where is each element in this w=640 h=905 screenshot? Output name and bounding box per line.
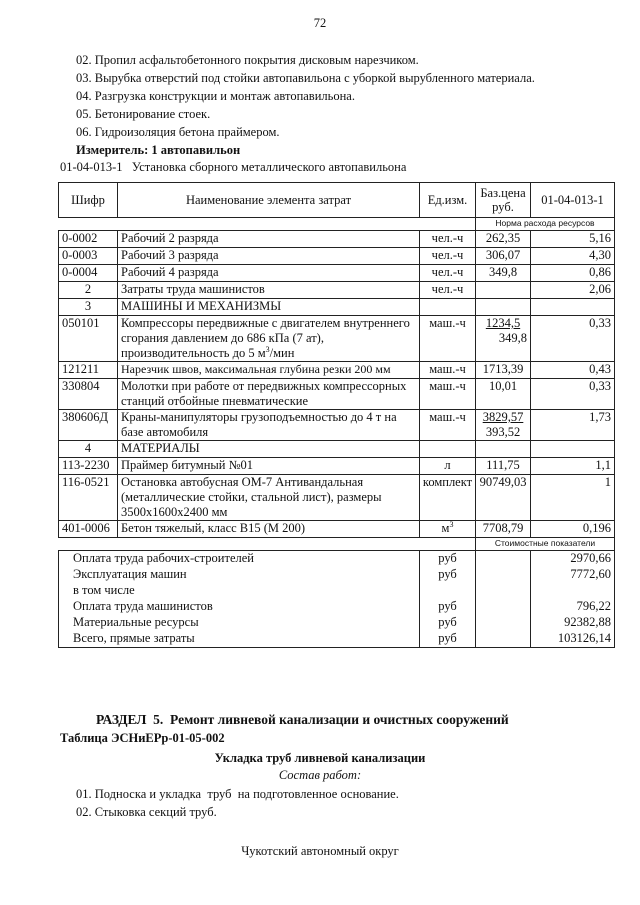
- section-code: 4: [59, 441, 118, 458]
- total-unit: руб: [420, 551, 476, 568]
- total-row: [59, 599, 615, 615]
- row-price: 349,8: [476, 265, 531, 282]
- total-unit: руб: [420, 567, 476, 583]
- row-code: 380606Д: [59, 410, 118, 441]
- row-unit: чел.-ч: [420, 231, 476, 248]
- section-title: МАШИНЫ И МЕХАНИЗМЫ: [118, 299, 420, 316]
- total-value: 103126,14: [531, 631, 615, 648]
- table-row: [59, 282, 615, 299]
- row-norm: 0,33: [531, 316, 615, 362]
- col-name-header: Наименование элемента затрат: [118, 183, 420, 218]
- total-value: 7772,60: [531, 567, 615, 583]
- row-price: 1234,5 349,8: [476, 316, 531, 362]
- row-code: 2: [59, 282, 118, 299]
- composition-label: Состав работ:: [278, 768, 362, 782]
- row-name: Остановка автобусная ОМ-7 Антивандальная (металлические стойки, стальной лист), размеры 3500х1600х2400 мм: [118, 475, 420, 521]
- table-header-row: [59, 183, 615, 218]
- row-name: Краны-манипуляторы грузоподъемностью до 4 т на базе автомобиля: [118, 410, 420, 441]
- row-name: Затраты труда машинистов: [118, 282, 420, 299]
- table-row: [59, 521, 615, 538]
- row-name: Рабочий 4 разряда: [118, 265, 420, 282]
- work-item: 01. Подноска и укладка труб на подготовленное основание.: [76, 787, 399, 801]
- row-price: 10,01: [476, 379, 531, 410]
- row-code: 0-0003: [59, 248, 118, 265]
- row-code: 0-0002: [59, 231, 118, 248]
- row-norm: 1,1: [531, 458, 615, 475]
- row-norm: 1: [531, 475, 615, 521]
- col-norm-header: 01-04-013-1: [531, 183, 615, 218]
- cost-subheader: Стоимостные показатели: [476, 538, 615, 551]
- total-label: Оплата труда машинистов: [59, 599, 420, 615]
- row-norm: 2,06: [531, 282, 615, 299]
- row-norm: 0,33: [531, 379, 615, 410]
- work-item: 04. Разгрузка конструкции и монтаж автопавильона.: [76, 89, 355, 103]
- total-row: [59, 551, 615, 568]
- row-norm: 1,73: [531, 410, 615, 441]
- section-title: МАТЕРИАЛЫ: [118, 441, 420, 458]
- col-price-header: Баз.цена руб.: [476, 183, 531, 218]
- row-price: 262,35: [476, 231, 531, 248]
- row-name: Рабочий 3 разряда: [118, 248, 420, 265]
- row-unit: маш.-ч: [420, 362, 476, 379]
- row-code: 330804: [59, 379, 118, 410]
- row-norm: 5,16: [531, 231, 615, 248]
- total-label: Оплата труда рабочих-строителей: [59, 551, 420, 568]
- total-row: [59, 567, 615, 583]
- norm-subheader-row: [59, 218, 615, 231]
- row-norm: 4,30: [531, 248, 615, 265]
- work-item: 02. Стыковка секций труб.: [76, 805, 217, 819]
- total-label: Материальные ресурсы: [59, 615, 420, 631]
- table-row: [59, 231, 615, 248]
- table-row: [59, 316, 615, 362]
- row-price: 7708,79: [476, 521, 531, 538]
- row-code: 113-2230: [59, 458, 118, 475]
- total-label: Всего, прямые затраты: [59, 631, 420, 648]
- work-item: 02. Пропил асфальтобетонного покрытия дисковым нарезчиком.: [76, 53, 419, 67]
- col-unit-header: Ед.изм.: [420, 183, 476, 218]
- work-item: 06. Гидроизоляция бетона праймером.: [76, 125, 280, 139]
- row-code: 0-0004: [59, 265, 118, 282]
- row-code: 401-0006: [59, 521, 118, 538]
- row-name: Рабочий 2 разряда: [118, 231, 420, 248]
- section-row: [59, 441, 615, 458]
- total-row: [59, 583, 615, 599]
- total-label: Эксплуатация машин: [59, 567, 420, 583]
- resource-table: [58, 182, 615, 648]
- table-reference: Таблица ЭСНиЕРр-01-05-002: [60, 731, 225, 745]
- total-unit: руб: [420, 615, 476, 631]
- row-unit: комплект: [420, 475, 476, 521]
- total-label: в том числе: [59, 583, 420, 599]
- total-value: 92382,88: [531, 615, 615, 631]
- table-row: [59, 379, 615, 410]
- work-item: 03. Вырубка отверстий под стойки автопавильона с уборкой вырубленного материала.: [76, 71, 535, 85]
- total-row: [59, 615, 615, 631]
- row-price: 111,75: [476, 458, 531, 475]
- row-price: 1713,39: [476, 362, 531, 379]
- measure-unit: Измеритель: 1 автопавильон: [76, 143, 241, 157]
- row-unit: чел.-ч: [420, 248, 476, 265]
- row-unit: чел.-ч: [420, 265, 476, 282]
- row-unit: чел.-ч: [420, 282, 476, 299]
- table-row: [59, 362, 615, 379]
- row-unit: маш.-ч: [420, 379, 476, 410]
- row-name: Компрессоры передвижные с двигателем внутреннего сгорания давлением до 686 кПа (7 ат), производительность до 5 $м^3$/мин: [118, 316, 420, 362]
- row-name: Молотки при работе от передвижных компрессорных станций отбойные пневматические: [118, 379, 420, 410]
- cost-subheader-row: [59, 538, 615, 551]
- total-value: 2970,66: [531, 551, 615, 568]
- col-code-header: Шифр: [59, 183, 118, 218]
- total-value: 796,22: [531, 599, 615, 615]
- page-footer: Чукотский автономный округ: [241, 844, 399, 858]
- table-row: [59, 248, 615, 265]
- row-unit: л: [420, 458, 476, 475]
- row-code: 121211: [59, 362, 118, 379]
- row-name: Праймер битумный №01: [118, 458, 420, 475]
- section-row: [59, 299, 615, 316]
- row-unit: маш.-ч: [420, 316, 476, 362]
- total-row: [59, 631, 615, 648]
- total-unit: руб: [420, 599, 476, 615]
- row-norm: 0,43: [531, 362, 615, 379]
- table-row: [59, 265, 615, 282]
- table-row: [59, 410, 615, 441]
- row-price: 90749,03: [476, 475, 531, 521]
- table-row: [59, 458, 615, 475]
- section-code: 3: [59, 299, 118, 316]
- page-number: 72: [313, 16, 327, 30]
- work-item: 05. Бетонирование стоек.: [76, 107, 211, 121]
- row-norm: 0,86: [531, 265, 615, 282]
- row-price: 3829,57 393,52: [476, 410, 531, 441]
- table-row: [59, 475, 615, 521]
- norm-subheader: Норма расхода ресурсов: [476, 218, 615, 231]
- norm-title: 01-04-013-1 Установка сборного металлического автопавильона: [60, 160, 407, 174]
- row-code: 050101: [59, 316, 118, 362]
- row-price: 306,07: [476, 248, 531, 265]
- row-norm: 0,196: [531, 521, 615, 538]
- row-name: Нарезчик швов, максимальная глубина резки 200 мм: [118, 362, 420, 379]
- table-subtitle: Укладка труб ливневой канализации: [214, 751, 426, 765]
- row-name: Бетон тяжелый, класс В15 (М 200): [118, 521, 420, 538]
- row-unit: маш.-ч: [420, 410, 476, 441]
- section-heading: РАЗДЕЛ 5. Ремонт ливневой канализации и очистных сооружений: [96, 712, 509, 727]
- row-unit: $м^3$: [420, 521, 476, 538]
- row-code: 116-0521: [59, 475, 118, 521]
- total-unit: руб: [420, 631, 476, 648]
